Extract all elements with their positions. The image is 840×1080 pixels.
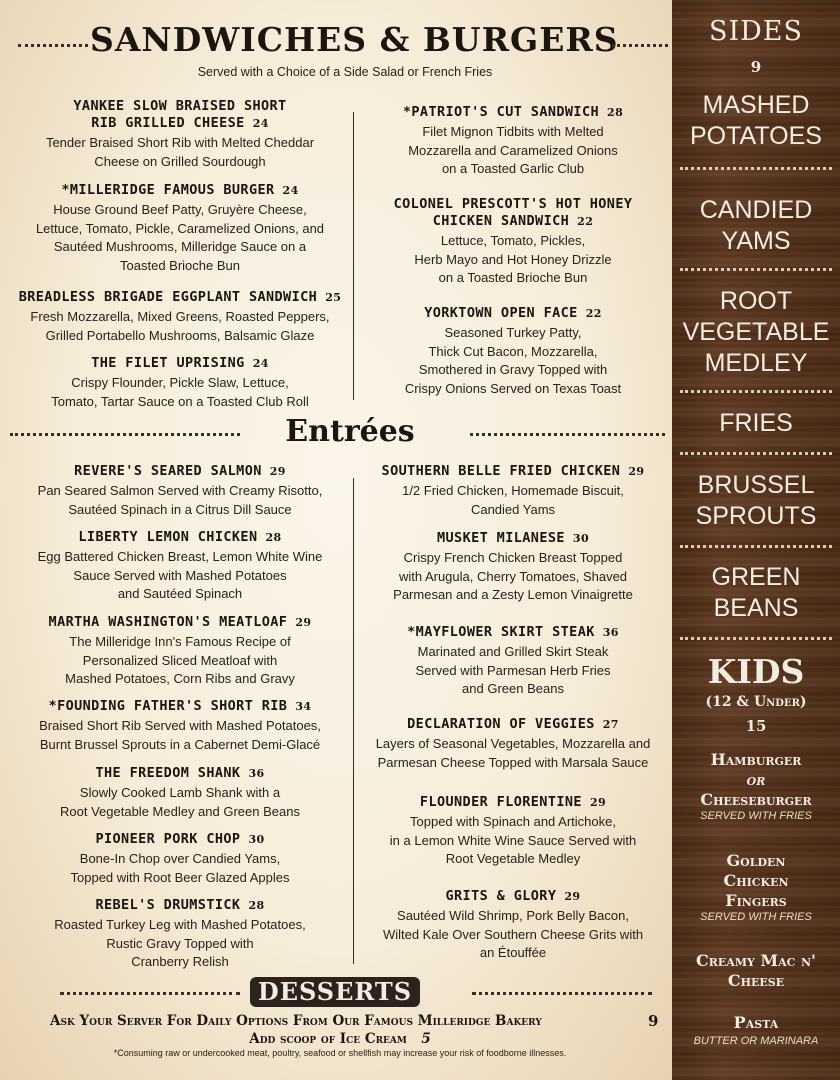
item-description: Crispy Flounder, Pickle Slaw, Lettuce, Tomato, Tartar Sauce on a Toasted Club Roll: [51, 375, 309, 409]
menu-item: [10, 614, 350, 689]
item-name: BREADLESS BRIGADE EGGPLANT SANDWICH 25: [18, 289, 342, 305]
menu-item: [10, 463, 350, 519]
item-name: FLOUNDER FLORENTINE 29: [419, 794, 607, 810]
side-divider: [680, 268, 832, 271]
desserts-line2: Add scoop of Ice Cream 5: [249, 1031, 431, 1047]
side-divider: [680, 545, 832, 548]
menu-item: [10, 182, 350, 275]
item-name: LIBERTY LEMON CHICKEN 28: [78, 529, 282, 545]
item-name: THE FILET UPRISING 24: [91, 355, 269, 371]
item-price: 30: [248, 833, 265, 846]
item-price: 29: [589, 796, 607, 809]
item-price: 36: [602, 626, 619, 639]
item-name: REBEL'S DRUMSTICK 28: [95, 897, 265, 913]
side-item: BRUSSEL SPROUTS: [695, 471, 817, 530]
sandwiches-title: SANDWICHES & BURGERS: [90, 20, 619, 59]
menu-item: [10, 98, 350, 171]
sides-title: SIDES: [708, 16, 803, 47]
item-price: 30: [572, 532, 590, 545]
item-price: 29: [628, 465, 645, 478]
menu-item: [358, 305, 668, 398]
side-divider: [680, 637, 832, 640]
item-description: Tender Braised Short Rib with Melted Cheddar Cheese on Grilled Sourdough: [45, 135, 315, 169]
item-description: Bone-In Chop over Candied Yams, Topped with Root Beer Glazed Apples: [70, 851, 290, 885]
sides-sidebar: [672, 0, 840, 1080]
side-item: ROOT VEGETABLE MEDLEY: [682, 287, 830, 377]
item-name-line2: CHICKEN SANDWICH 22: [432, 213, 594, 229]
item-name: *PATRIOT'S CUT SANDWICH 28: [402, 104, 624, 120]
menu-item: [358, 530, 668, 605]
title-divider-right: [612, 44, 668, 47]
side-item: CANDIED YAMS: [699, 196, 813, 255]
item-name: *MILLERIDGE FAMOUS BURGER 24: [61, 182, 299, 198]
item-description: Topped with Spinach and Artichoke, in a Lemon White Wine Sauce Served with Root Vegetable Medley: [389, 814, 637, 866]
item-description: Sautéed Wild Shrimp, Pork Belly Bacon, Wilted Kale Over Southern Cheese Grits with an Étouffée: [382, 908, 644, 960]
item-name: REVERE'S SEARED SALMON 29: [74, 463, 286, 479]
desserts-title: DESSERTS: [250, 977, 420, 1007]
item-name: YANKEE SLOW BRAISED SHORT: [73, 98, 287, 114]
kids-age: (12 & Under): [705, 694, 807, 710]
side-divider: [680, 452, 832, 455]
item-name-line2: RIB GRILLED CHEESE 24: [91, 115, 269, 131]
sandwiches-subtitle: Served with a Choice of a Side Salad or French Fries: [197, 65, 493, 79]
item-description: Slowly Cooked Lamb Shank with a Root Vegetable Medley and Green Beans: [60, 785, 300, 819]
sides-price: 9: [750, 58, 762, 76]
item-name: *MAYFLOWER SKIRT STEAK 36: [407, 624, 619, 640]
entrees-title: Entrées: [285, 414, 415, 449]
item-price: 22: [577, 215, 594, 228]
side-divider: [680, 167, 832, 170]
item-name: GRITS & GLORY 29: [445, 888, 581, 904]
menu-item: [358, 794, 668, 869]
item-name: COLONEL PRESCOTT'S HOT HONEY: [393, 196, 633, 212]
item-price: 34: [295, 700, 312, 713]
column-divider: [353, 112, 354, 400]
side-divider: [680, 390, 832, 393]
kids-title: KIDS: [707, 652, 805, 691]
desserts-divider-left: [60, 992, 240, 995]
item-description: Pan Seared Salmon Served with Creamy Risotto, Sautéed Spinach in a Citrus Dill Sauce: [37, 483, 323, 517]
item-description: Roasted Turkey Leg with Mashed Potatoes, Rustic Gravy Topped with Cranberry Relish: [54, 917, 306, 969]
item-name: *FOUNDING FATHER'S SHORT RIB 34: [48, 698, 312, 714]
item-price: 28: [248, 899, 265, 912]
item-description: Crispy French Chicken Breast Topped with Arugula, Cherry Tomatoes, Shaved Parmesan and a Zesty Lemon Vinaigrette: [393, 550, 633, 602]
desserts-line1: Ask Your Server For Daily Options From Our Famous Milleridge Bakery: [50, 1013, 542, 1029]
kids-item: Pasta BUTTER OR MARINARA: [693, 1013, 819, 1047]
menu-item: [358, 196, 668, 288]
entrees-divider-right: [470, 433, 665, 436]
item-description: Fresh Mozzarella, Mixed Greens, Roasted Peppers, Grilled Portabello Mushrooms, Balsamic Glaze: [30, 309, 330, 343]
item-price: 24: [252, 117, 269, 130]
item-price: 27: [602, 718, 619, 731]
item-description: Lettuce, Tomato, Pickles, Herb Mayo and Hot Honey Drizzle on a Toasted Brioche Bun: [414, 233, 612, 285]
side-item: MASHED POTATOES: [690, 91, 822, 150]
item-description: Egg Battered Chicken Breast, Lemon White Wine Sauce Served with Mashed Potatoes and Sautéed Spinach: [37, 549, 323, 601]
item-price: 36: [248, 767, 265, 780]
menu-item: [10, 698, 350, 754]
item-name: THE FREEDOM SHANK 36: [95, 765, 265, 781]
menu-item: [358, 888, 668, 963]
menu-item: [358, 104, 668, 179]
menu-item: [358, 716, 668, 772]
kids-price: 15: [745, 717, 767, 735]
item-description: Layers of Seasonal Vegetables, Mozzarella and Parmesan Cheese Topped with Marsala Sauce: [375, 736, 651, 770]
item-price: 25: [325, 291, 342, 304]
item-name: MUSKET MILANESE 30: [436, 530, 590, 546]
desserts-line1-price: 9: [648, 1012, 659, 1030]
desserts-line2-price: 5: [421, 1031, 431, 1047]
kids-item: Creamy Mac n' Cheese: [696, 951, 816, 990]
title-divider-left: [18, 44, 88, 47]
menu-item: [358, 624, 668, 699]
menu-item: [358, 463, 668, 519]
menu-item: [10, 289, 350, 345]
item-price: 28: [607, 106, 624, 119]
item-name: DECLARATION OF VEGGIES 27: [407, 716, 619, 732]
item-price: 24: [282, 184, 299, 197]
column-divider: [353, 478, 354, 964]
menu-item: [10, 831, 350, 887]
menu-item: [10, 529, 350, 604]
side-item: GREEN BEANS: [711, 563, 801, 622]
item-price: 29: [295, 616, 312, 629]
menu-item: [10, 355, 350, 411]
disclaimer: *Consuming raw or undercooked meat, poultry, seafood or shellfish may increase your risk of foodborne illnesses.: [113, 1048, 567, 1058]
menu-item: [10, 765, 350, 821]
item-description: The Milleridge Inn's Famous Recipe of Personalized Sliced Meatloaf with Mashed Potatoes, Corn Ribs and Gravy: [65, 634, 295, 686]
item-description: Seasoned Turkey Patty, Thick Cut Bacon, Mozzarella, Smothered in Gravy Topped with Crispy Onions Served on Texas Toast: [404, 325, 622, 396]
item-description: Braised Short Rib Served with Mashed Potatoes, Burnt Brussel Sprouts in a Cabernet Demi-Glacé: [39, 718, 321, 752]
item-description: 1/2 Fried Chicken, Homemade Biscuit, Candied Yams: [402, 483, 624, 517]
item-name: MARTHA WASHINGTON'S MEATLOAF 29: [48, 614, 312, 630]
side-item: FRIES: [719, 409, 793, 437]
item-description: Filet Mignon Tidbits with Melted Mozzarella and Caramelized Onions on a Toasted Garlic Club: [408, 124, 618, 176]
item-description: Marinated and Grilled Skirt Steak Served with Parmesan Herb Fries and Green Beans: [415, 644, 611, 696]
item-price: 22: [585, 307, 602, 320]
kids-item: Hamburger or Cheeseburger SERVED WITH FRIES: [700, 750, 812, 822]
item-price: 28: [265, 531, 282, 544]
entrees-divider-left: [10, 433, 240, 436]
item-name: SOUTHERN BELLE FRIED CHICKEN 29: [381, 463, 645, 479]
desserts-divider-right: [472, 992, 652, 995]
item-price: 29: [564, 890, 581, 903]
menu-item: [10, 897, 350, 972]
item-description: House Ground Beef Patty, Gruyère Cheese, Lettuce, Tomato, Pickle, Caramelized Onions, and Sautéed Mushrooms, Milleridge Sauce on a Toasted Brioche Bun: [35, 202, 325, 273]
item-price: 29: [269, 465, 286, 478]
item-name: YORKTOWN OPEN FACE 22: [424, 305, 602, 321]
kids-item: Golden Chicken Fingers SERVED WITH FRIES: [700, 851, 812, 923]
item-name: PIONEER PORK CHOP 30: [95, 831, 265, 847]
item-price: 24: [252, 357, 269, 370]
